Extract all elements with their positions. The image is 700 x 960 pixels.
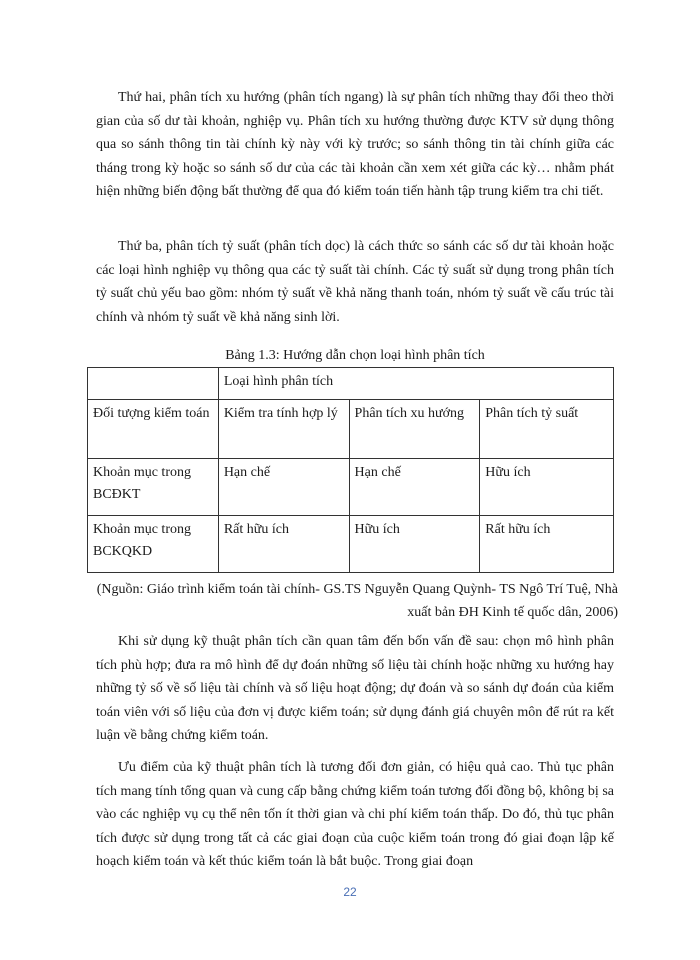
table-row — [88, 516, 614, 573]
paragraph-text: Khi sử dụng kỹ thuật phân tích cần quan tâm đến bốn vấn đề sau: chọn mô hình phân tích phù hợp; đưa ra mô hình để dự đoán những số liệu tài chính hoặc những xu hướng hay những tỷ số về số liệu tài chính và số liệu hoạt động; dự đoán và so sánh dự đoán của kiểm toán viên với số liệu của đơn vị được kiểm toán; sử dụng đánh giá chuyên môn để rút ra kết luận về bằng chứng kiểm toán. — [96, 634, 614, 743]
paragraph-text: Thứ hai, phân tích xu hướng (phân tích ngang) là sự phân tích những thay đổi theo thời gian của số dư tài khoản, nghiệp vụ. Phân tích xu hướng thường được KTV sử dụng thông qua so sánh thông tin tài chính kỳ này với kỳ trước; so sánh thông tin tài chính giữa các tháng trong kỳ hoặc so sánh số dư của các tài khoản cần xem xét giữa các kỳ… nhằm phát hiện những biến động bất thường để qua đó kiểm toán tiến hành tập trung kiểm tra chi tiết. — [96, 90, 614, 199]
table-cell: Hữu ích — [349, 516, 480, 573]
analysis-type-table — [87, 367, 614, 573]
table-row — [88, 400, 614, 459]
paragraph-text: Thứ ba, phân tích tỷ suất (phân tích dọc) là cách thức so sánh các số dư tài khoản hoặc các loại hình nghiệp vụ thông qua các tỷ suất tài chính. Các tỷ suất sử dụng trong phân tích tỷ suất chủ yếu bao gồm: nhóm tỷ suất về khả năng thanh toán, nhóm tỷ suất về cấu trúc tài chính và nhóm tỷ suất về khả năng sinh lời. — [96, 239, 614, 325]
page-number: 22 — [343, 885, 357, 899]
group-header-cell: Loại hình phân tích — [218, 368, 613, 400]
table-row — [88, 368, 614, 400]
paragraph-advantages — [96, 756, 614, 874]
paragraph-text: Ưu điểm của kỹ thuật phân tích là tương đối đơn giản, có hiệu quả cao. Thủ tục phân tích mang tính tổng quan và cung cấp bằng chứng kiểm toán tương đối đồng bộ, không bị sa vào các nghiệp vụ cụ thể nên tốn ít thời gian và chi phí kiểm toán thấp. Do đó, thủ tục phân tích được sử dụng trong tất cả các giai đoạn của cuộc kiểm toán trong đó giai đoạn lập kế hoạch kiểm toán và kết thúc kiểm toán là bắt buộc. Trong giai đoạn — [96, 760, 614, 869]
row-header-label: Đối tượng kiểm toán — [88, 400, 219, 459]
paragraph-analysis-issues — [96, 630, 614, 748]
table-cell: Hạn chế — [349, 459, 480, 516]
column-header: Phân tích tỷ suất — [480, 400, 614, 459]
row-label: Khoản mục trong BCKQKD — [88, 516, 219, 573]
column-header: Kiểm tra tính hợp lý — [218, 400, 349, 459]
table-row — [88, 459, 614, 516]
table-corner-cell — [88, 368, 219, 400]
table-cell: Hữu ích — [480, 459, 614, 516]
table-cell: Rất hữu ích — [480, 516, 614, 573]
table-cell: Rất hữu ích — [218, 516, 349, 573]
table-caption: Bảng 1.3: Hướng dẫn chọn loại hình phân tích — [225, 348, 485, 363]
table-cell: Hạn chế — [218, 459, 349, 516]
paragraph-trend-analysis — [96, 86, 614, 204]
column-header: Phân tích xu hướng — [349, 400, 480, 459]
table-source-note: (Nguồn: Giáo trình kiểm toán tài chính- GS.TS Nguyễn Quang Quỳnh- TS Ngô Trí Tuệ, Nhà xuất bản ĐH Kinh tế quốc dân, 2006) — [96, 582, 618, 620]
row-label: Khoản mục trong BCĐKT — [88, 459, 219, 516]
paragraph-ratio-analysis — [96, 235, 614, 329]
